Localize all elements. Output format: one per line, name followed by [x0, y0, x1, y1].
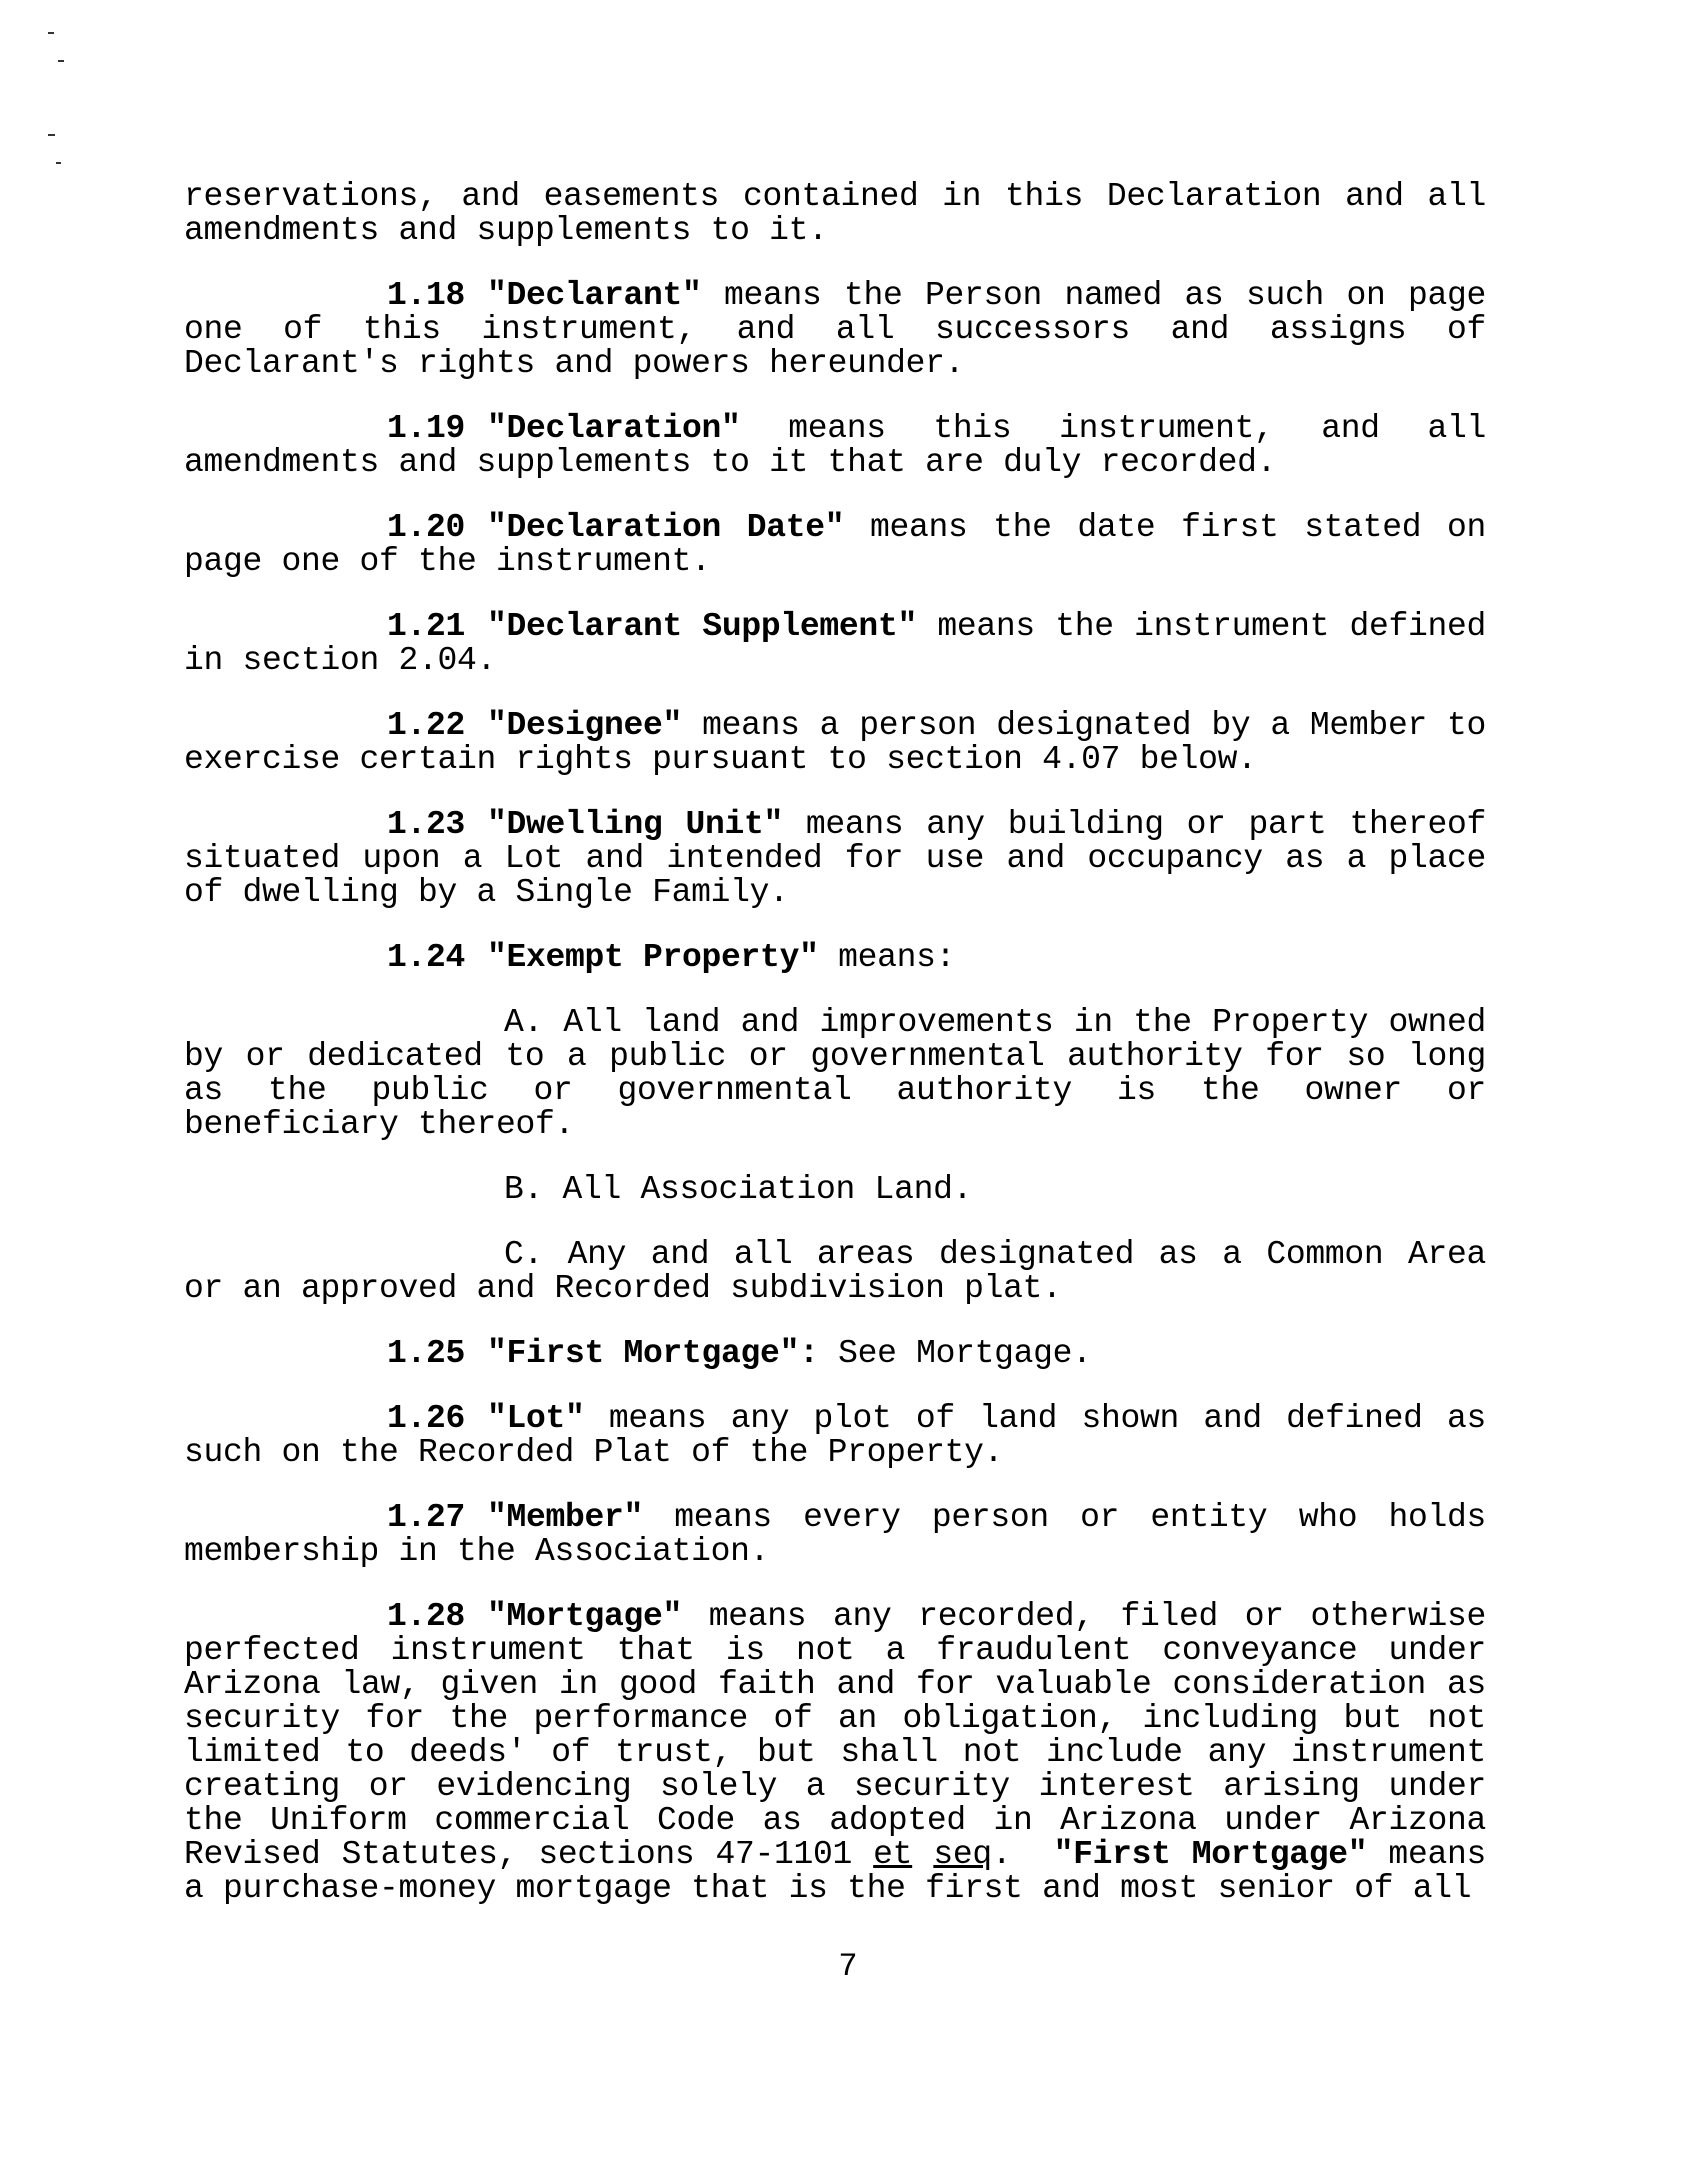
- section-number: 1.25: [387, 1335, 466, 1372]
- section-1-19: [184, 412, 1486, 480]
- section-1-25: [184, 1337, 1486, 1371]
- section-number: 1.19: [387, 410, 466, 447]
- section-1-23: [184, 808, 1486, 910]
- defined-term: "Declarant": [487, 277, 702, 314]
- section-1-28: [184, 1600, 1486, 1906]
- section-1-18: [184, 279, 1486, 381]
- latin-et: et: [873, 1836, 913, 1873]
- definition-text: means:: [818, 939, 956, 976]
- scan-mark: [48, 134, 55, 136]
- defined-term: "Declaration Date": [487, 509, 845, 546]
- defined-term: "Dwelling Unit": [487, 806, 783, 843]
- definition-text: means every person or entity who holds membership in the Association.: [184, 1499, 1486, 1570]
- defined-term: "First Mortgage":: [487, 1335, 819, 1372]
- exempt-item-b: B. All Association Land.: [504, 1171, 973, 1208]
- section-number: 1.23: [387, 806, 466, 843]
- defined-term: "Declarant Supplement": [487, 608, 917, 645]
- section-number: 1.28: [387, 1598, 466, 1635]
- defined-term: "Declaration": [487, 410, 741, 447]
- section-number: 1.18: [387, 277, 466, 314]
- scan-mark: [48, 32, 54, 34]
- document-page: [184, 180, 1486, 1906]
- section-number: 1.20: [387, 509, 466, 546]
- latin-seq: seq: [933, 1836, 992, 1873]
- exempt-item-c: C. Any and all areas designated as a Common Area or an approved and Recorded subdivision plat.: [184, 1236, 1486, 1307]
- section-1-24: [184, 941, 1486, 975]
- definition-text: means any recorded, filed or otherwise perfected instrument that is not a fraudulent conveyance under Arizona law, given in good faith and for valuable consideration as security for the performance of an obligation, including but not limited to deeds' of trust, but shall not include any instrument creating or evidencing solely a security interest arising under the Uniform commercial Code as adopted in Arizona under Arizona Revised Statutes, sections 47-1101: [184, 1598, 1486, 1873]
- scan-mark: [56, 162, 61, 164]
- definition-text: means the Person named as such on page one of this instrument, and all successors and assigns of Declarant's rights and powers hereunder.: [184, 277, 1486, 382]
- defined-term: "Lot": [487, 1400, 585, 1437]
- section-number: 1.26: [387, 1400, 466, 1437]
- defined-term: "First Mortgage": [1053, 1836, 1368, 1873]
- definition-text: means the instrument defined in section 2.04.: [184, 608, 1486, 679]
- definition-text: means any plot of land shown and defined as such on the Recorded Plat of the Property.: [184, 1400, 1486, 1471]
- section-1-26: [184, 1402, 1486, 1470]
- page-number: 7: [838, 1948, 858, 1985]
- section-number: 1.24: [387, 939, 466, 976]
- section-number: 1.21: [387, 608, 466, 645]
- section-1-27: [184, 1501, 1486, 1569]
- definition-text: means a person designated by a Member to exercise certain rights pursuant to section 4.07 below.: [184, 707, 1486, 778]
- scan-mark: [58, 60, 64, 62]
- definition-text: means any building or part thereof situated upon a Lot and intended for use and occupancy as a place of dwelling by a Single Family.: [184, 806, 1486, 911]
- opening-paragraph: reservations, and easements contained in this Declaration and all amendments and supplements to it.: [184, 178, 1486, 249]
- definition-text: means the date first stated on page one of the instrument.: [184, 509, 1486, 580]
- defined-term: "Member": [487, 1499, 644, 1536]
- section-1-21: [184, 610, 1486, 678]
- definition-text: means a purchase-money mortgage that is the first and most senior of all: [184, 1836, 1486, 1907]
- defined-term: "Mortgage": [487, 1598, 683, 1635]
- defined-term: "Designee": [487, 707, 683, 744]
- defined-term: "Exempt Property": [487, 939, 819, 976]
- section-number: 1.22: [387, 707, 466, 744]
- exempt-item-a: A. All land and improvements in the Property owned by or dedicated to a public or governmental authority for so long as the public or governmental authority is the owner or beneficiary thereof.: [184, 1004, 1486, 1143]
- definition-text: means this instrument, and all amendments and supplements to it that are duly recorded.: [184, 410, 1486, 481]
- section-number: 1.27: [387, 1499, 466, 1536]
- definition-text: .: [991, 1836, 1054, 1873]
- section-1-22: [184, 709, 1486, 777]
- definition-text: See Mortgage.: [818, 1335, 1092, 1372]
- section-1-20: [184, 511, 1486, 579]
